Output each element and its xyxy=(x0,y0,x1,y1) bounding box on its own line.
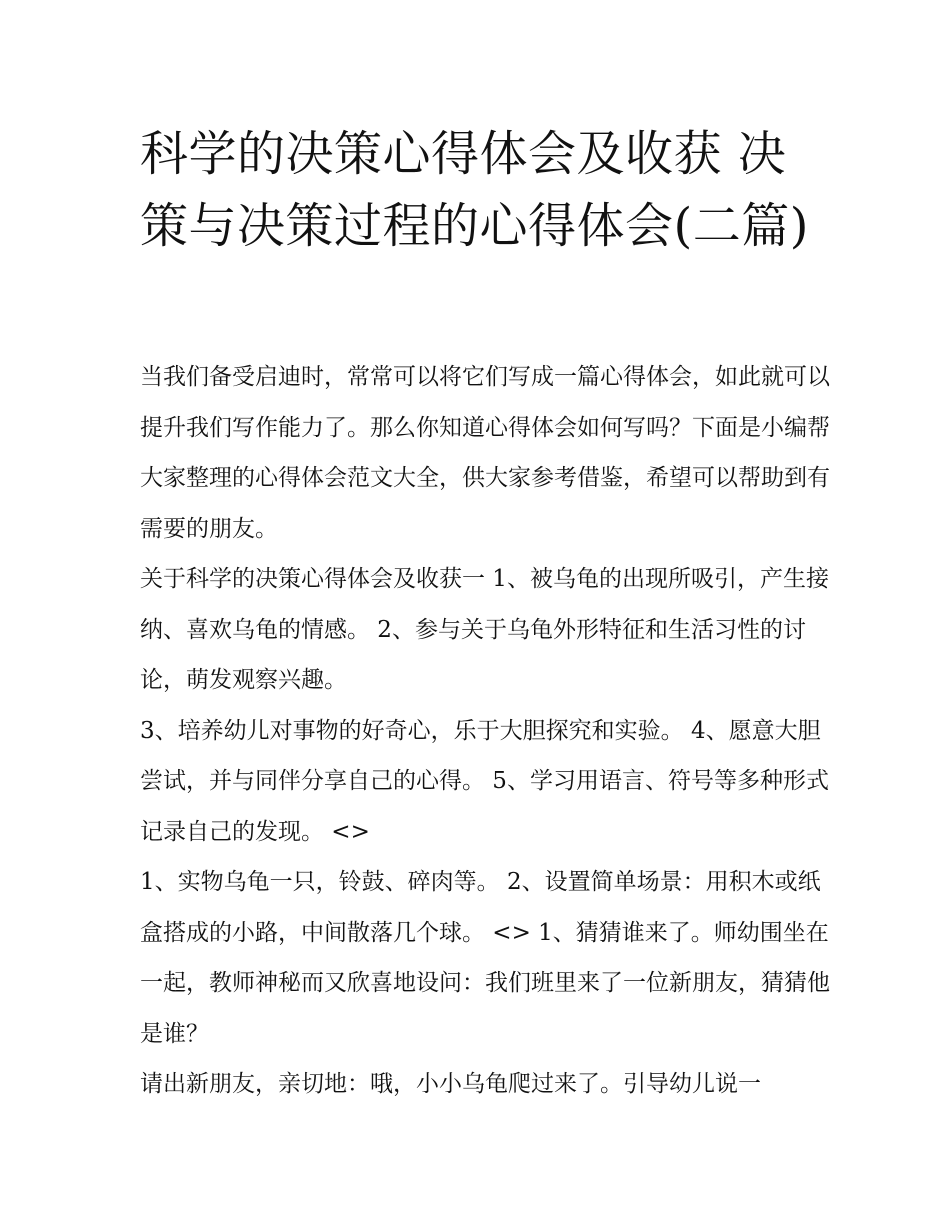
paragraph-goals-2: 3、培养幼儿对事物的好奇心，乐于大胆探究和实验。 4、愿意大胆尝试，并与同伴分享自己的心得。 5、学习用语言、符号等多种形式记录自己的发现。 <> xyxy=(140,717,829,845)
paragraph-goals-1: 关于科学的决策心得体会及收获一 1、被乌龟的出现所吸引，产生接纳、喜欢乌龟的情感。 2、参与关于乌龟外形特征和生活习性的讨论，萌发观察兴趣。 xyxy=(140,566,829,693)
document-title: 科学的决策心得体会及收获 决策与决策过程的心得体会(二篇) xyxy=(140,126,809,254)
paragraph-materials: 1、实物乌龟一只，铃鼓、碎肉等。 2、设置简单场景：用积木或纸盒搭成的小路，中间散落几个球。 <> 1、猜猜谁来了。师幼围坐在一起，教师神秘而又欣喜地设问：我们班里来了一位新朋友，猜猜他是谁？ xyxy=(140,869,830,1047)
paragraph-intro: 当我们备受启迪时，常常可以将它们写成一篇心得体会，如此就可以提升我们写作能力了。那么你知道心得体会如何写吗？下面是小编帮大家整理的心得体会范文大全，供大家参考借鉴，希望可以帮助到有需要的朋友。 xyxy=(140,364,830,542)
paragraph-process: 请出新朋友，亲切地：哦，小小乌龟爬过来了。引导幼儿说一 xyxy=(140,1071,761,1097)
document-body xyxy=(140,352,830,1110)
